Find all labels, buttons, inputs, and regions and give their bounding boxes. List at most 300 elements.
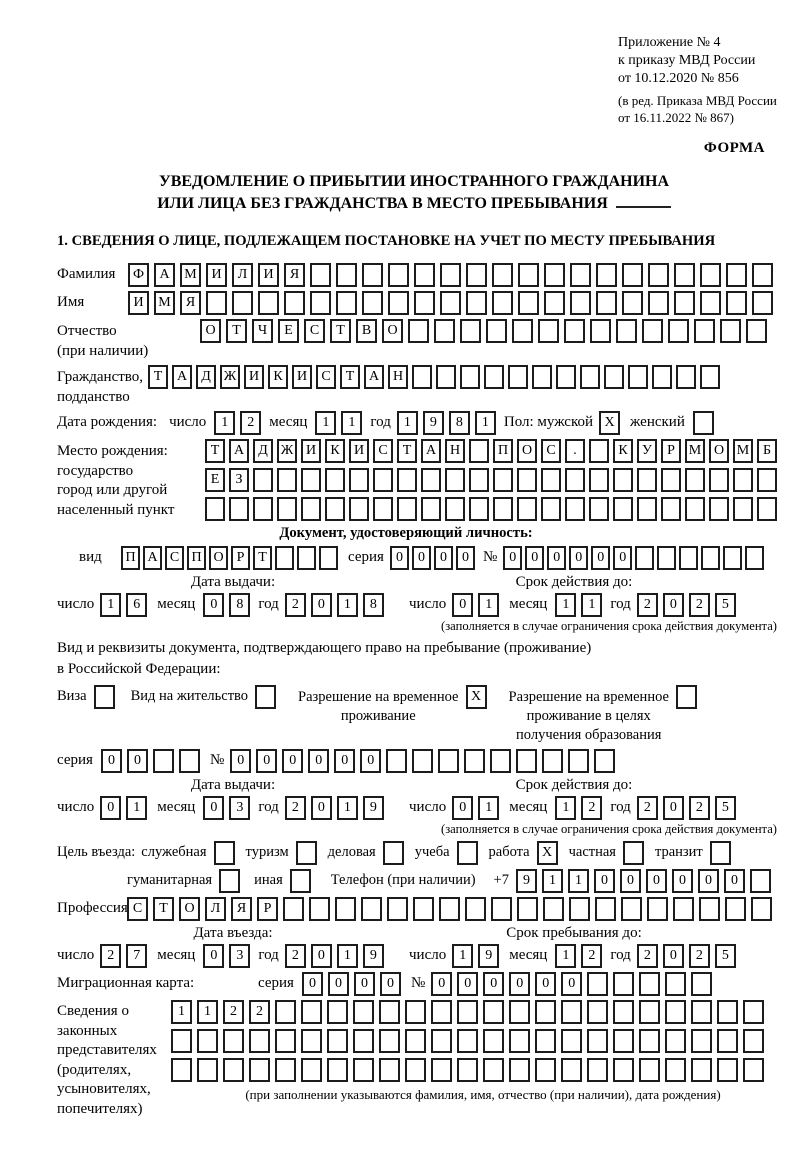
char-box[interactable]: 8 xyxy=(363,593,384,617)
char-box[interactable] xyxy=(397,468,417,492)
char-box[interactable] xyxy=(171,1029,192,1053)
char-box[interactable]: 0 xyxy=(724,869,745,893)
char-box[interactable]: Т xyxy=(148,365,168,389)
char-box[interactable] xyxy=(386,749,407,773)
char-box[interactable] xyxy=(436,365,456,389)
char-box[interactable] xyxy=(561,1029,582,1053)
char-box[interactable]: Ж xyxy=(277,439,297,463)
char-box[interactable] xyxy=(405,1029,426,1053)
char-box[interactable] xyxy=(353,1000,374,1024)
char-box[interactable]: Е xyxy=(205,468,225,492)
char-box[interactable]: 0 xyxy=(230,749,251,773)
char-box[interactable] xyxy=(751,897,772,921)
char-box[interactable]: 1 xyxy=(100,593,121,617)
char-box[interactable]: 2 xyxy=(100,944,121,968)
char-box[interactable] xyxy=(277,497,297,521)
char-box[interactable] xyxy=(223,1058,244,1082)
char-box[interactable] xyxy=(283,897,304,921)
char-box[interactable] xyxy=(691,1058,712,1082)
char-box[interactable] xyxy=(388,291,409,315)
char-box[interactable] xyxy=(483,1000,504,1024)
char-box[interactable] xyxy=(665,972,686,996)
char-box[interactable]: М xyxy=(154,291,175,315)
char-box[interactable]: 1 xyxy=(478,593,499,617)
char-box[interactable]: 5 xyxy=(715,796,736,820)
char-box[interactable] xyxy=(622,263,643,287)
char-box[interactable] xyxy=(301,468,321,492)
char-box[interactable]: Д xyxy=(253,439,273,463)
char-box[interactable]: 1 xyxy=(581,593,602,617)
char-box[interactable] xyxy=(309,897,330,921)
char-box[interactable] xyxy=(440,263,461,287)
char-box[interactable] xyxy=(541,468,561,492)
char-box[interactable]: 0 xyxy=(456,546,475,570)
char-box[interactable] xyxy=(746,319,767,343)
char-box[interactable]: 1 xyxy=(555,796,576,820)
char-box[interactable] xyxy=(589,497,609,521)
char-box[interactable]: Б xyxy=(757,439,777,463)
char-box[interactable] xyxy=(665,1000,686,1024)
char-box[interactable]: 5 xyxy=(715,944,736,968)
char-box[interactable]: Я xyxy=(284,263,305,287)
char-box[interactable] xyxy=(94,685,115,709)
char-box[interactable] xyxy=(648,291,669,315)
char-box[interactable] xyxy=(253,468,273,492)
char-box[interactable] xyxy=(336,291,357,315)
char-box[interactable]: А xyxy=(154,263,175,287)
char-box[interactable]: 0 xyxy=(431,972,452,996)
char-box[interactable]: 1 xyxy=(197,1000,218,1024)
char-box[interactable] xyxy=(509,1029,530,1053)
char-box[interactable] xyxy=(665,1029,686,1053)
char-box[interactable] xyxy=(325,497,345,521)
char-box[interactable] xyxy=(752,263,773,287)
char-box[interactable] xyxy=(726,263,747,287)
char-box[interactable] xyxy=(691,1000,712,1024)
char-box[interactable] xyxy=(421,497,441,521)
char-box[interactable]: 0 xyxy=(457,972,478,996)
char-box[interactable] xyxy=(301,497,321,521)
char-box[interactable] xyxy=(349,468,369,492)
char-box[interactable] xyxy=(518,291,539,315)
char-box[interactable]: 0 xyxy=(535,972,556,996)
char-box[interactable] xyxy=(335,897,356,921)
char-box[interactable] xyxy=(431,1058,452,1082)
char-box[interactable] xyxy=(460,319,481,343)
char-box[interactable] xyxy=(379,1029,400,1053)
char-box[interactable] xyxy=(694,319,715,343)
char-box[interactable]: С xyxy=(127,897,148,921)
char-box[interactable]: 1 xyxy=(126,796,147,820)
char-box[interactable]: 1 xyxy=(337,593,358,617)
char-box[interactable] xyxy=(490,749,511,773)
char-box[interactable]: 0 xyxy=(561,972,582,996)
char-box[interactable] xyxy=(648,263,669,287)
char-box[interactable] xyxy=(685,497,705,521)
char-box[interactable] xyxy=(275,546,294,570)
char-box[interactable] xyxy=(232,291,253,315)
char-box[interactable] xyxy=(275,1058,296,1082)
char-box[interactable]: 0 xyxy=(311,796,332,820)
char-box[interactable] xyxy=(665,1058,686,1082)
char-box[interactable]: 0 xyxy=(311,944,332,968)
char-box[interactable] xyxy=(661,468,681,492)
char-box[interactable] xyxy=(277,468,297,492)
char-box[interactable] xyxy=(301,1000,322,1024)
char-box[interactable]: И xyxy=(301,439,321,463)
char-box[interactable]: К xyxy=(325,439,345,463)
char-box[interactable] xyxy=(517,468,537,492)
char-box[interactable] xyxy=(301,1029,322,1053)
char-box[interactable]: 0 xyxy=(525,546,544,570)
char-box[interactable]: К xyxy=(268,365,288,389)
char-box[interactable] xyxy=(466,263,487,287)
char-box[interactable] xyxy=(413,897,434,921)
char-box[interactable] xyxy=(464,749,485,773)
char-box[interactable] xyxy=(544,263,565,287)
char-box[interactable]: 0 xyxy=(569,546,588,570)
char-box[interactable] xyxy=(387,897,408,921)
char-box[interactable] xyxy=(752,291,773,315)
char-box[interactable] xyxy=(440,291,461,315)
char-box[interactable] xyxy=(457,841,478,865)
char-box[interactable]: Н xyxy=(388,365,408,389)
char-box[interactable] xyxy=(595,897,616,921)
char-box[interactable]: 0 xyxy=(302,972,323,996)
char-box[interactable] xyxy=(613,1058,634,1082)
char-box[interactable]: О xyxy=(517,439,537,463)
char-box[interactable] xyxy=(693,411,714,435)
char-box[interactable] xyxy=(491,897,512,921)
char-box[interactable] xyxy=(587,1000,608,1024)
char-box[interactable]: 0 xyxy=(282,749,303,773)
char-box[interactable]: . xyxy=(565,439,585,463)
char-box[interactable] xyxy=(486,319,507,343)
char-box[interactable]: С xyxy=(165,546,184,570)
char-box[interactable] xyxy=(336,263,357,287)
char-box[interactable] xyxy=(564,319,585,343)
char-box[interactable]: 0 xyxy=(127,749,148,773)
char-box[interactable] xyxy=(431,1029,452,1053)
char-box[interactable] xyxy=(197,1058,218,1082)
char-box[interactable] xyxy=(509,1058,530,1082)
char-box[interactable] xyxy=(556,365,576,389)
char-box[interactable] xyxy=(709,497,729,521)
char-box[interactable] xyxy=(717,1029,738,1053)
char-box[interactable]: С xyxy=(304,319,325,343)
char-box[interactable] xyxy=(353,1058,374,1082)
char-box[interactable]: 2 xyxy=(223,1000,244,1024)
char-box[interactable]: Е xyxy=(278,319,299,343)
char-box[interactable]: 1 xyxy=(214,411,235,435)
char-box[interactable]: Т xyxy=(153,897,174,921)
char-box[interactable] xyxy=(743,1029,764,1053)
char-box[interactable]: 2 xyxy=(689,796,710,820)
char-box[interactable]: 0 xyxy=(509,972,530,996)
char-box[interactable]: И xyxy=(349,439,369,463)
char-box[interactable]: 8 xyxy=(229,593,250,617)
char-box[interactable] xyxy=(709,468,729,492)
char-box[interactable] xyxy=(319,546,338,570)
char-box[interactable] xyxy=(518,263,539,287)
char-box[interactable]: 1 xyxy=(171,1000,192,1024)
char-box[interactable] xyxy=(674,291,695,315)
char-box[interactable] xyxy=(639,1029,660,1053)
char-box[interactable] xyxy=(750,869,771,893)
char-box[interactable]: 5 xyxy=(715,593,736,617)
char-box[interactable] xyxy=(613,972,634,996)
char-box[interactable]: 2 xyxy=(285,944,306,968)
char-box[interactable] xyxy=(275,1000,296,1024)
char-box[interactable] xyxy=(637,497,657,521)
char-box[interactable] xyxy=(492,291,513,315)
char-box[interactable]: М xyxy=(180,263,201,287)
char-box[interactable] xyxy=(639,1000,660,1024)
char-box[interactable]: 0 xyxy=(698,869,719,893)
char-box[interactable]: О xyxy=(200,319,221,343)
char-box[interactable]: 0 xyxy=(390,546,409,570)
char-box[interactable]: Ч xyxy=(252,319,273,343)
char-box[interactable]: И xyxy=(206,263,227,287)
char-box[interactable] xyxy=(275,1029,296,1053)
char-box[interactable] xyxy=(561,1000,582,1024)
char-box[interactable]: 0 xyxy=(591,546,610,570)
char-box[interactable] xyxy=(616,319,637,343)
char-box[interactable] xyxy=(604,365,624,389)
char-box[interactable] xyxy=(353,1029,374,1053)
char-box[interactable]: С xyxy=(541,439,561,463)
char-box[interactable] xyxy=(699,897,720,921)
char-box[interactable]: У xyxy=(637,439,657,463)
char-box[interactable]: 1 xyxy=(315,411,336,435)
char-box[interactable] xyxy=(535,1058,556,1082)
char-box[interactable] xyxy=(613,468,633,492)
char-box[interactable] xyxy=(570,291,591,315)
char-box[interactable]: 0 xyxy=(203,796,224,820)
char-box[interactable] xyxy=(408,319,429,343)
char-box[interactable] xyxy=(197,1029,218,1053)
char-box[interactable]: 2 xyxy=(637,944,658,968)
char-box[interactable] xyxy=(613,1029,634,1053)
char-box[interactable]: 0 xyxy=(547,546,566,570)
char-box[interactable]: 0 xyxy=(100,796,121,820)
char-box[interactable] xyxy=(590,319,611,343)
char-box[interactable] xyxy=(541,497,561,521)
char-box[interactable] xyxy=(379,1000,400,1024)
char-box[interactable] xyxy=(223,1029,244,1053)
char-box[interactable] xyxy=(484,365,504,389)
char-box[interactable] xyxy=(642,319,663,343)
char-box[interactable] xyxy=(310,291,331,315)
char-box[interactable] xyxy=(508,365,528,389)
char-box[interactable] xyxy=(757,497,777,521)
char-box[interactable]: 0 xyxy=(328,972,349,996)
char-box[interactable]: Н xyxy=(445,439,465,463)
char-box[interactable]: 2 xyxy=(637,796,658,820)
char-box[interactable] xyxy=(538,319,559,343)
char-box[interactable] xyxy=(258,291,279,315)
char-box[interactable] xyxy=(652,365,672,389)
char-box[interactable] xyxy=(465,897,486,921)
char-box[interactable] xyxy=(397,497,417,521)
char-box[interactable] xyxy=(700,365,720,389)
char-box[interactable]: Р xyxy=(661,439,681,463)
char-box[interactable] xyxy=(469,497,489,521)
char-box[interactable]: 2 xyxy=(285,796,306,820)
char-box[interactable] xyxy=(349,497,369,521)
char-box[interactable]: 0 xyxy=(672,869,693,893)
char-box[interactable] xyxy=(743,1000,764,1024)
char-box[interactable]: 1 xyxy=(555,944,576,968)
char-box[interactable]: А xyxy=(229,439,249,463)
char-box[interactable] xyxy=(171,1058,192,1082)
char-box[interactable] xyxy=(249,1029,270,1053)
char-box[interactable] xyxy=(284,291,305,315)
char-box[interactable]: В xyxy=(356,319,377,343)
char-box[interactable] xyxy=(296,841,317,865)
char-box[interactable]: 0 xyxy=(412,546,431,570)
char-box[interactable] xyxy=(516,749,537,773)
char-box[interactable] xyxy=(206,291,227,315)
char-box[interactable]: Т xyxy=(205,439,225,463)
char-box[interactable] xyxy=(153,749,174,773)
char-box[interactable]: Т xyxy=(340,365,360,389)
char-box[interactable] xyxy=(517,497,537,521)
char-box[interactable] xyxy=(568,749,589,773)
char-box[interactable] xyxy=(621,897,642,921)
char-box[interactable]: 2 xyxy=(249,1000,270,1024)
char-box[interactable] xyxy=(673,897,694,921)
char-box[interactable] xyxy=(635,546,654,570)
char-box[interactable]: 2 xyxy=(689,593,710,617)
char-box[interactable] xyxy=(438,749,459,773)
char-box[interactable]: Т xyxy=(330,319,351,343)
char-box[interactable]: Т xyxy=(253,546,272,570)
char-box[interactable] xyxy=(483,1029,504,1053)
char-box[interactable]: 7 xyxy=(126,944,147,968)
char-box[interactable]: Я xyxy=(180,291,201,315)
char-box[interactable]: Р xyxy=(257,897,278,921)
char-box[interactable]: 0 xyxy=(613,546,632,570)
char-box[interactable] xyxy=(594,749,615,773)
char-box[interactable]: 1 xyxy=(397,411,418,435)
char-box[interactable]: 9 xyxy=(478,944,499,968)
char-box[interactable]: 3 xyxy=(229,796,250,820)
char-box[interactable]: И xyxy=(128,291,149,315)
char-box[interactable] xyxy=(492,263,513,287)
char-box[interactable]: 0 xyxy=(594,869,615,893)
char-box[interactable]: П xyxy=(121,546,140,570)
char-box[interactable] xyxy=(565,468,585,492)
char-box[interactable]: Д xyxy=(196,365,216,389)
char-box[interactable] xyxy=(717,1058,738,1082)
char-box[interactable]: 9 xyxy=(363,796,384,820)
char-box[interactable] xyxy=(596,291,617,315)
char-box[interactable] xyxy=(561,1058,582,1082)
char-box[interactable] xyxy=(457,1029,478,1053)
char-box[interactable]: Р xyxy=(231,546,250,570)
char-box[interactable] xyxy=(509,1000,530,1024)
char-box[interactable]: 0 xyxy=(203,593,224,617)
char-box[interactable]: О xyxy=(382,319,403,343)
char-box[interactable] xyxy=(412,365,432,389)
char-box[interactable] xyxy=(297,546,316,570)
char-box[interactable] xyxy=(679,546,698,570)
char-box[interactable] xyxy=(439,897,460,921)
char-box[interactable]: 1 xyxy=(475,411,496,435)
char-box[interactable] xyxy=(205,497,225,521)
char-box[interactable] xyxy=(717,1000,738,1024)
char-box[interactable] xyxy=(647,897,668,921)
char-box[interactable]: А xyxy=(364,365,384,389)
char-box[interactable] xyxy=(565,497,585,521)
char-box[interactable] xyxy=(414,263,435,287)
char-box[interactable]: 0 xyxy=(503,546,522,570)
char-box[interactable]: 1 xyxy=(452,944,473,968)
char-box[interactable]: 0 xyxy=(360,749,381,773)
char-box[interactable]: 0 xyxy=(663,593,684,617)
char-box[interactable] xyxy=(179,749,200,773)
char-box[interactable] xyxy=(623,841,644,865)
char-box[interactable] xyxy=(668,319,689,343)
char-box[interactable] xyxy=(414,291,435,315)
char-box[interactable]: 0 xyxy=(483,972,504,996)
char-box[interactable] xyxy=(733,468,753,492)
char-box[interactable] xyxy=(587,1058,608,1082)
char-box[interactable]: С xyxy=(373,439,393,463)
char-box[interactable] xyxy=(676,685,697,709)
char-box[interactable]: 2 xyxy=(581,944,602,968)
char-box[interactable] xyxy=(685,468,705,492)
char-box[interactable] xyxy=(701,546,720,570)
char-box[interactable] xyxy=(457,1000,478,1024)
char-box[interactable]: Ф xyxy=(128,263,149,287)
char-box[interactable]: 0 xyxy=(308,749,329,773)
char-box[interactable]: З xyxy=(229,468,249,492)
char-box[interactable] xyxy=(639,1058,660,1082)
char-box[interactable]: 0 xyxy=(256,749,277,773)
char-box[interactable] xyxy=(657,546,676,570)
char-box[interactable]: 0 xyxy=(663,944,684,968)
char-box[interactable] xyxy=(327,1029,348,1053)
char-box[interactable] xyxy=(219,869,240,893)
char-box[interactable]: Т xyxy=(397,439,417,463)
char-box[interactable]: А xyxy=(143,546,162,570)
char-box[interactable]: 2 xyxy=(285,593,306,617)
char-box[interactable]: А xyxy=(172,365,192,389)
char-box[interactable]: X xyxy=(466,685,487,709)
char-box[interactable] xyxy=(622,291,643,315)
char-box[interactable] xyxy=(325,468,345,492)
char-box[interactable] xyxy=(405,1058,426,1082)
char-box[interactable]: 3 xyxy=(229,944,250,968)
char-box[interactable]: 0 xyxy=(334,749,355,773)
char-box[interactable] xyxy=(361,897,382,921)
char-box[interactable] xyxy=(544,291,565,315)
char-box[interactable]: 1 xyxy=(555,593,576,617)
char-box[interactable] xyxy=(383,841,404,865)
char-box[interactable] xyxy=(569,897,590,921)
char-box[interactable] xyxy=(587,972,608,996)
char-box[interactable]: Т xyxy=(226,319,247,343)
char-box[interactable]: X xyxy=(537,841,558,865)
char-box[interactable] xyxy=(412,749,433,773)
char-box[interactable]: 9 xyxy=(363,944,384,968)
char-box[interactable]: 1 xyxy=(337,796,358,820)
char-box[interactable] xyxy=(249,1058,270,1082)
char-box[interactable]: С xyxy=(316,365,336,389)
char-box[interactable] xyxy=(379,1058,400,1082)
